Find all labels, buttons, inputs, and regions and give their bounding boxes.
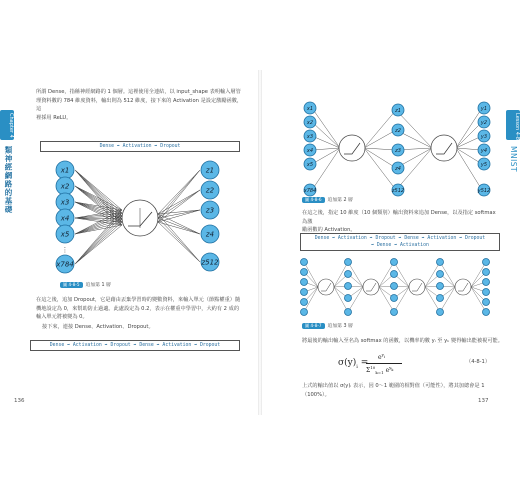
fig3-node-4-1: [483, 269, 490, 276]
fig2-output-node-y512-label: y512: [477, 187, 491, 194]
left-para2-line2: 機地設定為 0，來幫助防止過適。此處設定為 0.2，表示在權重中學習中，大約有 2 成的: [36, 305, 240, 312]
fig2-input-node-x784-label: x784: [303, 187, 317, 194]
fig3-node-4-4: [483, 299, 490, 306]
fig3-activation-unit-1: [318, 279, 334, 295]
fig2-activation-unit-1: [339, 135, 365, 161]
fig2-output-node-y5-label: y5: [480, 161, 488, 168]
fig2-output-node-y4-label: y4: [480, 147, 488, 154]
right-para1-line1: 在這之後，指定 10 維度（10 個類別）輸出資料來追加 Dense，以及指定 softmax 為激: [302, 210, 496, 225]
fig1-output-node-z3-label: z3: [205, 206, 215, 215]
fig3-node-4-5: [483, 309, 490, 316]
fig1-caption-badge: 圖 4-8-5: [60, 282, 83, 288]
figure-4-8-6-network: [300, 100, 496, 202]
left-para1-line3: 裡採用 ReLU。: [36, 114, 72, 121]
fig1-output-node-z512-label: z512: [201, 258, 219, 267]
fig3-node-1-4: [345, 309, 352, 316]
fig3-node-1-1: [345, 271, 352, 278]
fig2-input-node-x5-label: x5: [306, 161, 314, 168]
left-para1-line1: 所謂 Dense，指稱神經網路的 1 個層。這裡使用全連結，以 input_shape 表明輸入層管: [36, 89, 241, 95]
fig3-node-0-1: [301, 269, 308, 276]
fig3-node-0-3: [301, 289, 308, 296]
fig3-node-0-0: [301, 259, 308, 266]
fig2-hidden-node-z2-label: z2: [395, 127, 401, 134]
left-para1-line2: 理資料數的 784 維度資料，輸出則為 512 維度，接下來的 Activation 是設定激勵函數，這: [36, 97, 243, 112]
fig2-caption-badge: 圖 4-8-6: [302, 197, 325, 203]
fig2-input-node-x1-label: x1: [306, 105, 314, 112]
fig1-output-node-z4-label: z4: [205, 230, 215, 239]
right-code-line1: Dense ➡ Activation ➡ Dropout ➡ Dense ➡ Activation ➡ Dropout: [314, 236, 486, 241]
fig3-node-2-1: [391, 271, 398, 278]
fig1-input-node-x5-label: x5: [60, 230, 70, 239]
fig2-activation-unit-2: [431, 135, 457, 161]
fig3-caption-text: 追加第 3 層: [327, 324, 353, 329]
fig3-node-0-4: [301, 299, 308, 306]
left-side-title: 類神經網路的基礎: [4, 146, 13, 214]
fig3-node-3-1: [437, 271, 444, 278]
fig2-output-node-y3-label: y3: [480, 133, 488, 140]
fig3-node-0-5: [301, 309, 308, 316]
fig3-caption-badge: 圖 4-8-7: [302, 323, 325, 329]
right-paragraph-1: [302, 209, 502, 235]
fig2-input-node-x4-label: x4: [306, 147, 314, 154]
fig2-hidden-node-z4-label: z4: [395, 165, 401, 172]
fig3-activation-unit-4: [455, 279, 471, 295]
left-paragraph-1: [36, 88, 246, 122]
fig3-node-3-4: [437, 309, 444, 316]
fig1-caption-text: 追加第 1 層: [85, 283, 111, 288]
fig3-node-2-0: [391, 259, 398, 266]
left-para2-line1: 在這之後，追加 Dropout，它是藉由丟棄學習時的變數資料，來輸入單元（節點權重）隨: [36, 297, 241, 303]
fig3-activation-unit-2: [363, 279, 379, 295]
fig3-node-2-4: [391, 309, 398, 316]
fig3-node-4-0: [483, 259, 490, 266]
right-paragraph-3: 上式的輸出值以 σ(y)ᵢ 表示，因 0～1 範圍的相對值（可能性），將其加總會是 1（100%）。: [302, 383, 485, 398]
left-paragraph-2: [36, 296, 248, 322]
fig1-input-node-x784-label: x784: [56, 260, 74, 269]
fig3-node-3-2: [437, 283, 444, 290]
fig2-output-node-y2-label: y2: [480, 119, 488, 126]
right-page-number: 137: [478, 398, 489, 404]
left-page-number: 136: [14, 398, 25, 404]
fig1-output-node-z1-label: z1: [205, 166, 215, 175]
fig1-input-node-x2-label: x2: [60, 182, 70, 191]
fig3-node-2-3: [391, 295, 398, 302]
fig1-ellipsis: ⋮: [61, 246, 69, 254]
left-chapter-tab: Chapter 4: [0, 110, 14, 140]
left-code-box-1: Dense ➡ Activation ➡ Dropout: [40, 141, 240, 152]
fig3-node-0-2: [301, 279, 308, 286]
fig2-input-node-x3-label: x3: [306, 133, 314, 140]
fig1-output-node-z2-label: z2: [205, 186, 215, 195]
left-para2-line3: 輸入單元將被變為 0。: [36, 314, 88, 320]
fig2-hidden-node-z512-label: z512: [391, 187, 405, 194]
right-side-title: MNIST: [509, 146, 518, 173]
fig3-node-3-0: [437, 259, 444, 266]
fig3-node-4-2: [483, 279, 490, 286]
fig2-output-node-y1-label: y1: [480, 105, 488, 112]
book-spread: Chapter 4 類神經網路的基礎 所謂 Dense，指稱神經網路的 1 個層。這裡使用全連結，以 input_shape 表明輸入層管 理資料數的 784 維度資料，輸出則為 512 維度，接下來的 Activation 是設定激勵函數，這 裡採用 ReLU。 Dense ➡ Activation ➡ Dropout x1 x2 x3 x4 x5 x784 z1 z2 z3 z4 z512 ⋮ 圖 4-8-5 追加第 1 層 在這之後，追加 Dropout，它是藉由丟棄學習時的變數資料，來輸入單元（節點權重）隨 機地設定為 0，來幫助防止過適。此處設定為 0.2，表示在權重中學習中，大約有 2 成的 輸入單元將被變為 0。 接下來，連接 Dense、Activation、Dropout。 Dense ➡ Activation ➡ Dropout ➡ Dense ➡ Activation ➡ Dropout 136 Lesson 4-8 MNIST x1 x2 x3 x4 x5 x784 z1 z2 z3 z4 z512 y1 y2 y3 y4 y5 y512 圖 4-8-6 追加第 2 層 在這之後，指定 10 維度（10 個類別）輸出資料來追加 Dense，以及指定 softmax 為激 勵函數的 Activation。 Dense ➡ Activation ➡ Dropout ➡ Dense ➡ Activation ➡ Dropout ➡ Dense ➡ Activation 圖 4-8-7 追加第 3 層 將最後的輸出輸入至名為 softmax 的函數，以機率的數 yᵢ 至 yₖ 變得輸出能被視可能。 $\sigma(y)_i$ = $e^{y_i}$ $\Sigma^{10}_{k=1}$ $e^{y_k}$ （4-8-1） 上式的輸出值以 σ(y)ᵢ 表示，因 0～1 範圍的相對值（可能性），將其加總會是 1（100%）。 137: [0, 0, 520, 500]
fig3-node-1-3: [345, 295, 352, 302]
left-paragraph-3: 接下來，連接 Dense、Activation、Dropout。: [42, 324, 154, 330]
right-chapter-tab: Lesson 4-8: [506, 110, 520, 140]
right-paragraph-2: 將最後的輸出輸入至名為 softmax 的函數，以機率的數 yᵢ 至 yₖ 變得輸出能被視可能。: [302, 338, 503, 344]
figure-4-8-5-caption: [60, 281, 111, 288]
fig3-node-1-2: [345, 283, 352, 290]
fig2-input-node-x2-label: x2: [306, 119, 314, 126]
left-code-box-2: Dense ➡ Activation ➡ Dropout ➡ Dense ➡ Activation ➡ Dropout: [30, 340, 240, 351]
figure-4-8-6-caption: [302, 196, 353, 203]
formula-label: （4-8-1）: [466, 359, 491, 365]
fig3-activation-unit-3: [409, 279, 425, 295]
fig3-node-1-0: [345, 259, 352, 266]
fig1-input-node-x1-label: x1: [60, 166, 70, 175]
fig2-caption-text: 追加第 2 層: [327, 198, 353, 203]
right-code-line2: ➡ Dense ➡ Activation: [371, 243, 429, 248]
fig2-hidden-node-z1-label: z1: [395, 107, 401, 114]
fig1-input-node-x4-label: x4: [60, 214, 70, 223]
fig3-node-2-2: [391, 283, 398, 290]
right-code-box: [300, 233, 500, 251]
fig1-input-node-x3-label: x3: [60, 198, 70, 207]
figure-4-8-5-network: [40, 160, 240, 278]
fig2-hidden-node-z3-label: z3: [395, 147, 401, 154]
right-para1-line2: 勵函數的 Activation。: [302, 227, 356, 233]
figure-4-8-7-caption: [302, 322, 353, 329]
fig3-node-4-3: [483, 289, 490, 296]
figure-4-8-7-network: [298, 256, 494, 318]
fig3-node-3-3: [437, 295, 444, 302]
